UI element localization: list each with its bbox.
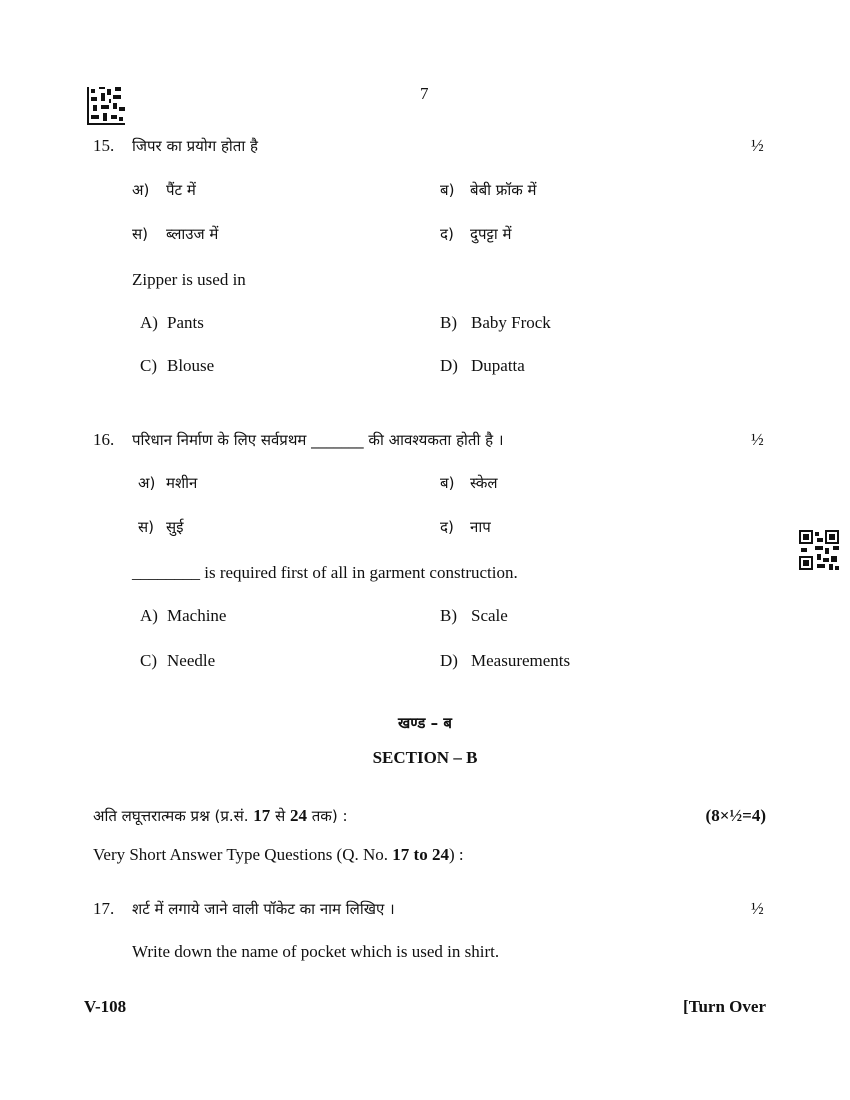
option-text: दुपट्टा में: [470, 225, 512, 243]
turn-over-note: [Turn Over: [683, 997, 766, 1016]
option-label: C): [140, 356, 157, 375]
option-text: Baby Frock: [471, 313, 551, 332]
question-text-english: Zipper is used in: [132, 270, 246, 289]
option-text: स्केल: [470, 474, 498, 492]
qr-code-icon: [799, 530, 839, 570]
instruction-text: से: [270, 807, 290, 825]
question-number: 17.: [93, 899, 115, 918]
option-text: मशीन: [166, 474, 198, 492]
option-label: ब): [440, 181, 455, 199]
option-label: अ): [138, 474, 156, 492]
option-label: D): [440, 651, 458, 670]
option-text: Dupatta: [471, 356, 525, 375]
section-title-hindi: खण्ड – ब: [398, 714, 452, 732]
question-text-english: Write down the name of pocket which is used in shirt.: [132, 942, 500, 961]
section-instruction-english: [93, 845, 464, 865]
option-text: Measurements: [471, 651, 571, 670]
paper-code: V-108: [84, 997, 127, 1016]
option-label: द): [440, 225, 454, 243]
question-text-hindi: शर्ट में लगाये जाने वाली पॉकेट का नाम लिखिए ।: [132, 900, 395, 918]
option-label: B): [440, 606, 457, 625]
instruction-text: तक) :: [306, 807, 348, 825]
question-text-english: ________ is required first of all in garment construction.: [132, 563, 518, 582]
question-marks: ½: [751, 136, 764, 155]
question-number: 16.: [93, 430, 115, 449]
option-label: ब): [440, 474, 455, 492]
datamatrix-code-icon: [87, 87, 125, 125]
option-text: नाप: [470, 518, 491, 536]
option-text: Needle: [167, 651, 216, 670]
section-marks: (8×½=4): [705, 806, 766, 825]
page-number: 7: [420, 84, 429, 103]
section-title-english: SECTION – B: [372, 748, 478, 767]
option-text: Scale: [471, 606, 508, 625]
option-label: A): [140, 313, 158, 332]
instruction-text: ) :: [448, 845, 464, 864]
option-text: ब्लाउज में: [166, 225, 219, 243]
option-text: बेबी फ्रॉक में: [470, 181, 537, 199]
option-label: द): [440, 518, 454, 536]
question-marks: ½: [751, 899, 764, 918]
option-label: अ): [132, 181, 150, 199]
instruction-text: अति लघूत्तरात्मक प्रश्न (प्र.सं.: [93, 807, 254, 825]
instruction-range: 17 to 24: [392, 845, 449, 864]
option-text: सुई: [166, 518, 184, 536]
question-text-hindi: जिपर का प्रयोग होता है: [132, 137, 258, 155]
option-label: B): [440, 313, 457, 332]
instruction-range-from: 17: [253, 806, 271, 825]
option-text: Blouse: [167, 356, 215, 375]
instruction-range-to: 24: [289, 806, 307, 825]
question-text-hindi: परिधान निर्माण के लिए सर्वप्रथम _______ की आवश्यकता होती है ।: [132, 431, 504, 449]
option-text: Pants: [167, 313, 204, 332]
option-text: Machine: [167, 606, 227, 625]
option-label: C): [140, 651, 157, 670]
option-label: D): [440, 356, 458, 375]
option-text: पैंट में: [166, 181, 196, 199]
option-label: A): [140, 606, 158, 625]
option-label: स): [138, 518, 154, 536]
question-number: 15.: [93, 136, 115, 155]
instruction-text: Very Short Answer Type Questions (Q. No.: [93, 845, 393, 864]
section-instruction-hindi: [93, 806, 348, 826]
question-marks: ½: [751, 430, 764, 449]
option-label: स): [132, 225, 148, 243]
